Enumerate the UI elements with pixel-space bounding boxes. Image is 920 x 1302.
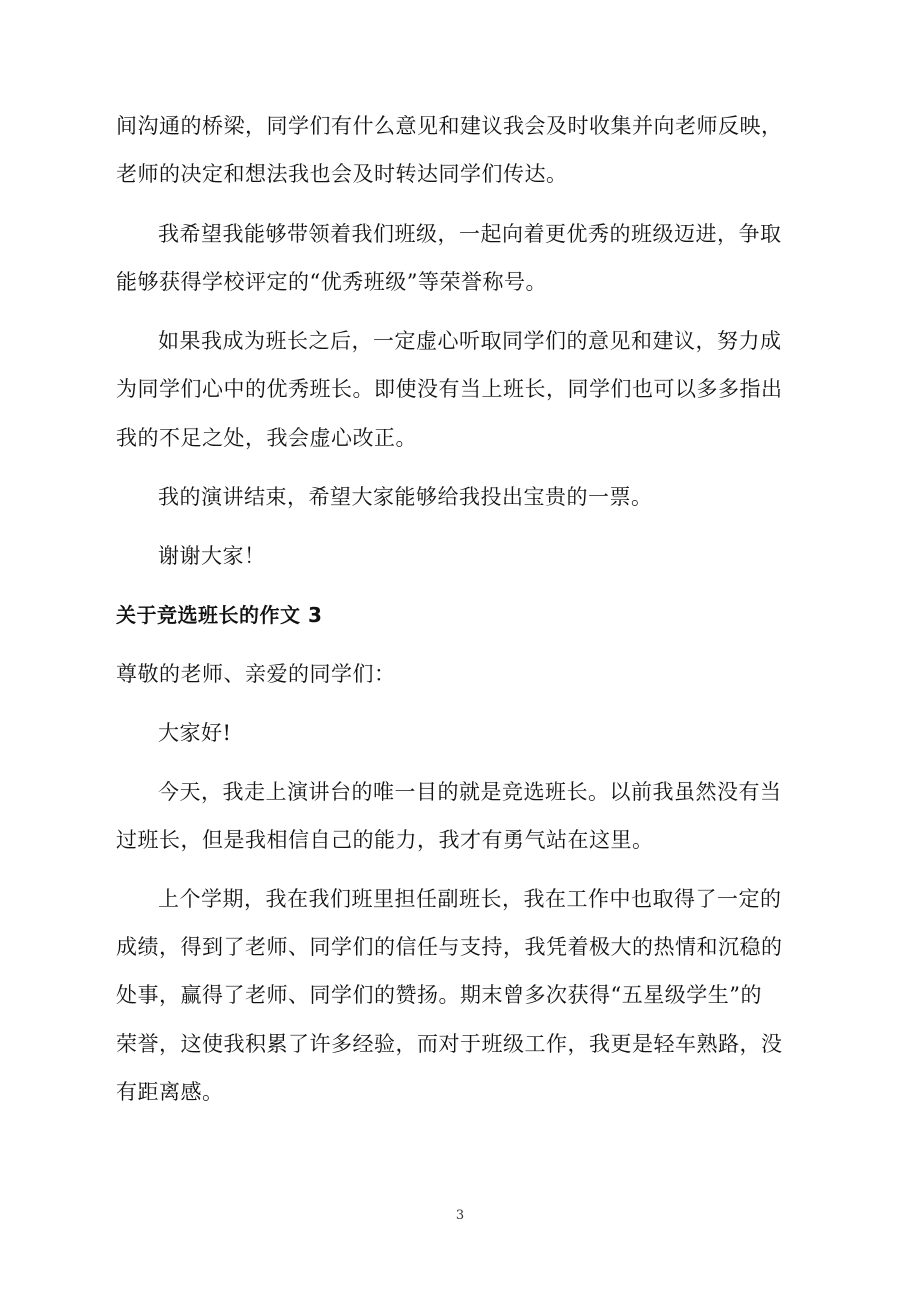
paragraph-line: 处事，赢得了老师、同学们的赞扬。期末曾多次获得“五星级学生”的: [116, 983, 762, 1007]
paragraph-line: 荣誉，这使我积累了许多经验，而对于班级工作，我更是轻车熟路，没: [116, 1032, 783, 1056]
paragraph-line: 能够获得学校评定的“优秀班级”等荣誉称号。: [116, 270, 547, 294]
paragraph-line: 谢谢大家！: [158, 544, 266, 568]
paragraph-line: 老师的决定和想法我也会及时转达同学们传达。: [116, 162, 568, 186]
paragraph-line: 为同学们心中的优秀班长。即使没有当上班长，同学们也可以多多指出: [116, 377, 783, 401]
paragraph-line: 上个学期，我在我们班里担任副班长，我在工作中也取得了一定的: [158, 887, 782, 911]
paragraph-line: 成绩，得到了老师、同学们的信任与支持，我凭着极大的热情和沉稳的: [116, 935, 783, 959]
section-heading: 关于竞选班长的作文 3: [116, 603, 323, 627]
paragraph-line: 我的演讲结束，希望大家能够给我投出宝贵的一票。: [158, 485, 653, 509]
page-number: 3: [455, 1208, 465, 1223]
paragraph-line: 如果我成为班长之后，一定虚心听取同学们的意见和建议，努力成: [158, 329, 782, 353]
greeting: 大家好!: [158, 721, 232, 745]
paragraph-line: 过班长，但是我相信自己的能力，我才有勇气站在这里。: [116, 828, 654, 852]
paragraph-line: 间沟通的桥梁，同学们有什么意见和建议我会及时收集并向老师反映，: [116, 114, 783, 138]
paragraph-line: 有距离感。: [116, 1080, 224, 1104]
paragraph-line: 今天，我走上演讲台的唯一目的就是竞选班长。以前我虽然没有当: [158, 780, 782, 804]
paragraph-line: 我希望我能够带领着我们班级，一起向着更优秀的班级迈进，争取: [158, 222, 782, 246]
salutation: 尊敬的老师、亲爱的同学们：: [116, 662, 396, 686]
paragraph-line: 我的不足之处，我会虚心改正。: [116, 426, 417, 450]
